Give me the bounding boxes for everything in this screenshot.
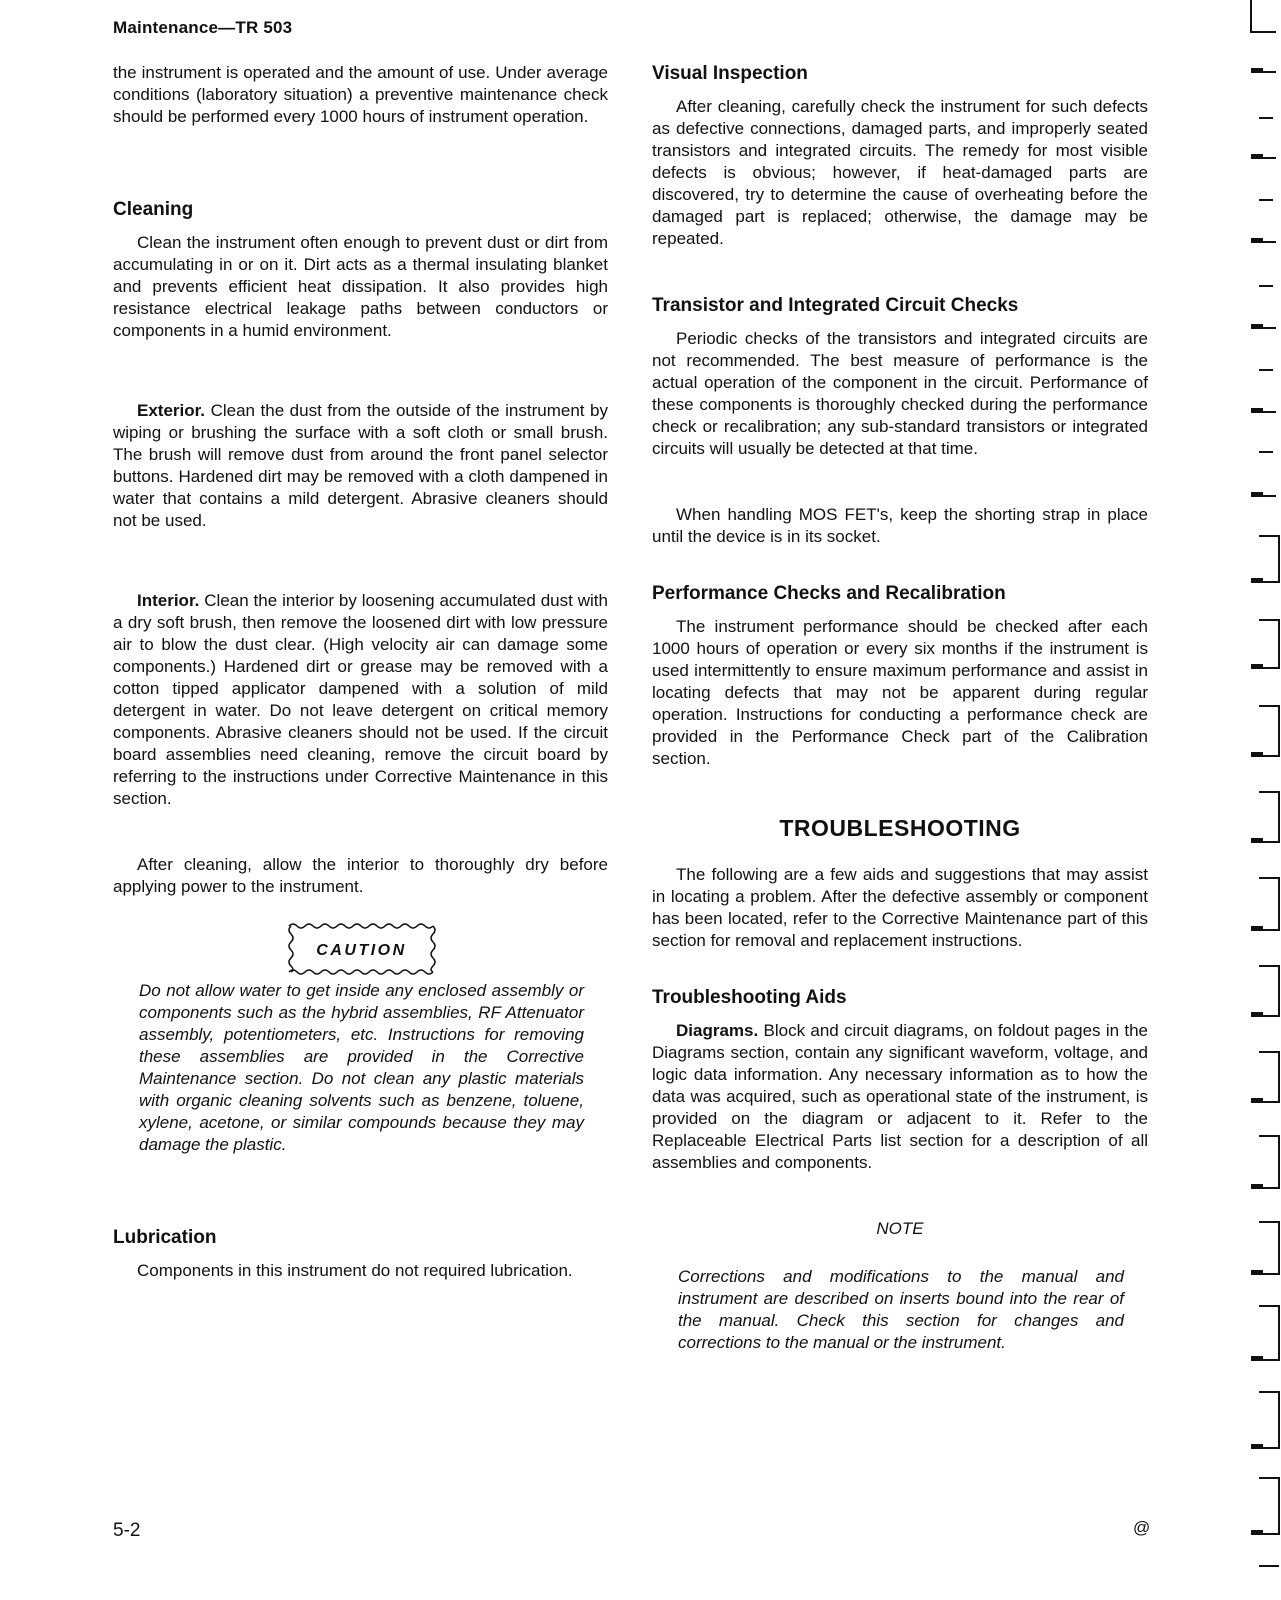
exterior-body: Clean the dust from the outside of the instrument by wiping or brushing the surface with a soft cloth or small brush. The brush will remove dust from around the front panel selector buttons. Hardened dirt may be removed with a cloth dampened in water that contains a mild detergent. Abrasive cleaners should not be used. <box>113 401 608 530</box>
binding-tabs-icon <box>1221 0 1281 1600</box>
lubrication-paragraph: Components in this instrument do not required lubrication. <box>137 1261 573 1280</box>
performance-checks-heading: Performance Checks and Recalibration <box>652 583 1006 604</box>
mosfet-paragraph: When handling MOS FET's, keep the shorting strap in place until the device is in its socket. <box>652 505 1148 546</box>
right-column <box>652 62 1148 1354</box>
intro-paragraph: the instrument is operated and the amount of use. Under average conditions (laboratory situation) a preventive maintenance check should be performed every 1000 hours of instrument operation. <box>113 63 608 126</box>
lubrication-heading: Lubrication <box>113 1227 217 1248</box>
interior-paragraph <box>113 590 608 810</box>
cleaning-paragraph: Clean the instrument often enough to prevent dust or dirt from accumulating in or on it. Dirt acts as a thermal insulating blanket and prevents efficient heat dissipation. It also provides high resistance electrical leakage paths between conductors or components in a humid environment. <box>113 233 608 340</box>
troubleshooting-paragraph: The following are a few aids and suggestions that may assist in locating a problem. After the defective assembly or component has been located, refer to the Corrective Maintenance part of this section for removal and replacement instructions. <box>652 865 1148 950</box>
footer-symbol: @ <box>1133 1518 1151 1537</box>
running-header: Maintenance—TR 503 <box>113 18 293 37</box>
diagrams-paragraph <box>652 1020 1148 1174</box>
cleaning-heading: Cleaning <box>113 199 194 220</box>
after-cleaning-paragraph: After cleaning, allow the interior to thoroughly dry before applying power to the instrument. <box>113 855 608 896</box>
caution-text: Do not allow water to get inside any enclosed assembly or components such as the hybrid assemblies, RF Attenuator assembly, potentiometers, etc. Instructions for removing these assemblies are provided in the Corrective Maintenance section. Do not clean any plastic materials with organic cleaning solvents such as benzene, toluene, xylene, acetone, or similar compounds because they may damage the plastic. <box>139 981 584 1154</box>
diagrams-lead: Diagrams. <box>676 1021 759 1040</box>
caution-label: CAUTION <box>316 942 407 959</box>
transistor-checks-heading: Transistor and Integrated Circuit Checks <box>652 295 1019 316</box>
page-number: 5-2 <box>113 1520 141 1541</box>
exterior-lead: Exterior. <box>137 401 206 420</box>
note-text: Corrections and modifications to the manual and instrument are described on inserts bound into the rear of the manual. Check this section for changes and corrections to the manual or the instrument. <box>678 1267 1124 1352</box>
transistor-checks-paragraph: Periodic checks of the transistors and integrated circuits are not recommended. The best measure of performance is the actual operation of the component in the circuit. Performance of these components is thoroughly checked during the performance check or recalibration; any sub-standard transistors or integrated circuits will usually be detected at that time. <box>652 329 1148 458</box>
left-column <box>113 62 608 1282</box>
performance-checks-paragraph: The instrument performance should be checked after each 1000 hours of operation or every six months if the instrument is used intermittently to ensure maximum performance and assist in locating defects that may not be apparent during regular operation. Instructions for conducting a performance check are provided in the Performance Check part of the Calibration section. <box>652 617 1148 768</box>
troubleshooting-title: TROUBLESHOOTING <box>779 815 1021 841</box>
visual-inspection-paragraph: After cleaning, carefully check the instrument for such defects as defective connections, damaged parts, and improperly seated transistors and integrated circuits. The remedy for most visible defects is obvious; however, if heat-damaged parts are discovered, try to determine the cause of overheating before the damaged part is replaced; otherwise, the damage may be repeated. <box>652 97 1148 248</box>
interior-lead: Interior. <box>137 591 200 610</box>
diagrams-body: Block and circuit diagrams, on foldout pages in the Diagrams section, contain any significant waveform, voltage, and logic data information. Any necessary information as to how the data was acquired, such as operational state of the instrument, is provided on the diagram or adjacent to it. Refer to the Replaceable Electrical Parts list section for a description of all assemblies and components. <box>652 1021 1148 1172</box>
exterior-paragraph <box>113 400 608 532</box>
troubleshooting-aids-heading: Troubleshooting Aids <box>652 987 847 1008</box>
note-label: NOTE <box>876 1219 924 1238</box>
interior-body: Clean the interior by loosening accumulated dust with a dry soft brush, then remove the loosened dirt with low pressure air to blow the dust clear. (High velocity air can damage some components.) Hardened dirt or grease may be removed with a cotton tipped applicator dampened with a solution of mild detergent in water. Do not leave detergent on critical memory components. Abrasive cleaners should not be used. If the circuit board assemblies need cleaning, remove the circuit board by referring to the instructions under Corrective Maintenance in this section. <box>113 591 608 808</box>
caution-box <box>113 920 608 980</box>
visual-inspection-heading: Visual Inspection <box>652 63 808 84</box>
